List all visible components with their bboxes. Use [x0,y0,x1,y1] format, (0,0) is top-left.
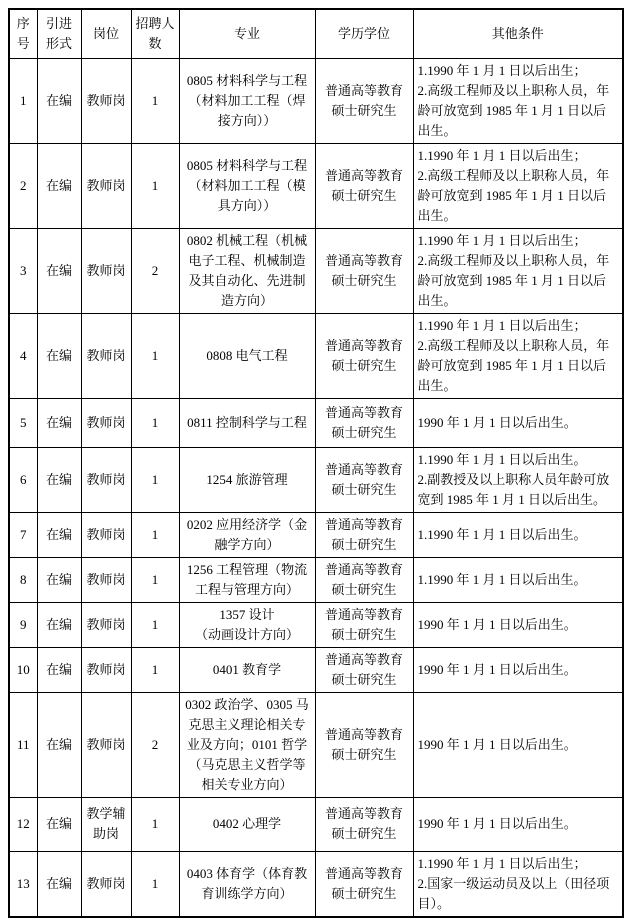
table-row [9,851,623,917]
cell-major: 0402 心理学 [179,797,315,851]
cell-headcount: 1 [131,851,179,917]
column-header-major: 专业 [179,9,315,58]
cell-other-conditions: 1.1990 年 1 月 1 日以后出生； 2.高级工程师及以上职称人员，年龄可放宽到 1985 年 1 月 1 日以后出生。 [413,58,623,143]
cell-other-conditions: 1990 年 1 月 1 日以后出生。 [413,647,623,692]
cell-intro-form: 在编 [37,557,81,602]
table-row [9,602,623,647]
cell-serial: 4 [9,313,37,398]
cell-degree: 普通高等教育硕士研究生 [315,398,413,447]
cell-headcount: 1 [131,447,179,512]
cell-serial: 5 [9,398,37,447]
cell-post: 教师岗 [81,602,131,647]
column-header-serial: 序号 [9,9,37,58]
column-header-intro-form: 引进形式 [37,9,81,58]
cell-post: 教师岗 [81,313,131,398]
cell-degree: 普通高等教育硕士研究生 [315,512,413,557]
cell-serial: 9 [9,602,37,647]
cell-other-conditions: 1.1990 年 1 月 1 日以后出生； 2.国家一级运动员及以上（田径项目）。 [413,851,623,917]
cell-intro-form: 在编 [37,647,81,692]
cell-other-conditions: 1990 年 1 月 1 日以后出生。 [413,797,623,851]
recruitment-positions-table [8,8,624,918]
cell-major: 0808 电气工程 [179,313,315,398]
cell-serial: 8 [9,557,37,602]
table-row [9,557,623,602]
cell-intro-form: 在编 [37,602,81,647]
cell-intro-form: 在编 [37,58,81,143]
cell-major: 0805 材料科学与工程（材料加工工程（模具方向）） [179,143,315,228]
table-row [9,647,623,692]
cell-degree: 普通高等教育硕士研究生 [315,692,413,797]
cell-headcount: 2 [131,692,179,797]
cell-serial: 1 [9,58,37,143]
cell-other-conditions: 1.1990 年 1 月 1 日以后出生。 [413,512,623,557]
cell-intro-form: 在编 [37,143,81,228]
cell-degree: 普通高等教育硕士研究生 [315,143,413,228]
cell-headcount: 1 [131,647,179,692]
cell-post: 教学辅助岗 [81,797,131,851]
cell-headcount: 1 [131,512,179,557]
cell-headcount: 1 [131,602,179,647]
cell-degree: 普通高等教育硕士研究生 [315,58,413,143]
cell-other-conditions: 1990 年 1 月 1 日以后出生。 [413,602,623,647]
cell-serial: 3 [9,228,37,313]
cell-post: 教师岗 [81,58,131,143]
header-row [9,9,623,58]
cell-post: 教师岗 [81,143,131,228]
cell-intro-form: 在编 [37,797,81,851]
cell-serial: 6 [9,447,37,512]
cell-major: 0401 教育学 [179,647,315,692]
column-header-post: 岗位 [81,9,131,58]
cell-headcount: 1 [131,557,179,602]
cell-major: 1256 工程管理（物流工程与管理方向） [179,557,315,602]
cell-degree: 普通高等教育硕士研究生 [315,797,413,851]
cell-serial: 12 [9,797,37,851]
cell-major: 1254 旅游管理 [179,447,315,512]
table-row [9,398,623,447]
cell-major: 0202 应用经济学（金融学方向） [179,512,315,557]
column-header-other-conditions: 其他条件 [413,9,623,58]
cell-intro-form: 在编 [37,313,81,398]
cell-post: 教师岗 [81,512,131,557]
column-header-degree: 学历学位 [315,9,413,58]
cell-serial: 11 [9,692,37,797]
cell-major: 0802 机械工程（机械电子工程、机械制造及其自动化、先进制造方向） [179,228,315,313]
cell-intro-form: 在编 [37,512,81,557]
cell-headcount: 1 [131,58,179,143]
cell-major: 0805 材料科学与工程（材料加工工程（焊接方向）） [179,58,315,143]
cell-intro-form: 在编 [37,692,81,797]
cell-degree: 普通高等教育硕士研究生 [315,602,413,647]
cell-headcount: 1 [131,143,179,228]
cell-post: 教师岗 [81,557,131,602]
table-row [9,692,623,797]
cell-degree: 普通高等教育硕士研究生 [315,851,413,917]
cell-degree: 普通高等教育硕士研究生 [315,447,413,512]
column-header-headcount: 招聘人数 [131,9,179,58]
cell-serial: 13 [9,851,37,917]
table-row [9,228,623,313]
cell-serial: 2 [9,143,37,228]
table-row [9,143,623,228]
cell-post: 教师岗 [81,692,131,797]
cell-degree: 普通高等教育硕士研究生 [315,557,413,602]
table-row [9,313,623,398]
table-row [9,512,623,557]
cell-major: 0403 体育学（体育教育训练学方向） [179,851,315,917]
cell-post: 教师岗 [81,647,131,692]
cell-post: 教师岗 [81,228,131,313]
cell-post: 教师岗 [81,447,131,512]
cell-degree: 普通高等教育硕士研究生 [315,647,413,692]
cell-major: 0302 政治学、0305 马克思主义理论相关专业及方向；0101 哲学（马克思主义哲学等相关专业方向） [179,692,315,797]
cell-other-conditions: 1.1990 年 1 月 1 日以后出生； 2.高级工程师及以上职称人员，年龄可放宽到 1985 年 1 月 1 日以后出生。 [413,143,623,228]
cell-degree: 普通高等教育硕士研究生 [315,313,413,398]
cell-other-conditions: 1990 年 1 月 1 日以后出生。 [413,692,623,797]
cell-other-conditions: 1.1990 年 1 月 1 日以后出生。 2.副教授及以上职称人员年龄可放宽到 1985 年 1 月 1 日以后出生。 [413,447,623,512]
cell-other-conditions: 1.1990 年 1 月 1 日以后出生。 [413,557,623,602]
cell-post: 教师岗 [81,398,131,447]
cell-major: 0811 控制科学与工程 [179,398,315,447]
cell-intro-form: 在编 [37,398,81,447]
cell-degree: 普通高等教育硕士研究生 [315,228,413,313]
cell-headcount: 2 [131,228,179,313]
table-row [9,447,623,512]
cell-intro-form: 在编 [37,851,81,917]
cell-other-conditions: 1.1990 年 1 月 1 日以后出生； 2.高级工程师及以上职称人员，年龄可放宽到 1985 年 1 月 1 日以后出生。 [413,228,623,313]
cell-headcount: 1 [131,398,179,447]
cell-intro-form: 在编 [37,447,81,512]
cell-post: 教师岗 [81,851,131,917]
cell-headcount: 1 [131,797,179,851]
cell-intro-form: 在编 [37,228,81,313]
cell-serial: 7 [9,512,37,557]
cell-serial: 10 [9,647,37,692]
table-row [9,797,623,851]
cell-other-conditions: 1990 年 1 月 1 日以后出生。 [413,398,623,447]
cell-headcount: 1 [131,313,179,398]
cell-major: 1357 设计 （动画设计方向） [179,602,315,647]
table-row [9,58,623,143]
cell-other-conditions: 1.1990 年 1 月 1 日以后出生； 2.高级工程师及以上职称人员，年龄可放宽到 1985 年 1 月 1 日以后出生。 [413,313,623,398]
